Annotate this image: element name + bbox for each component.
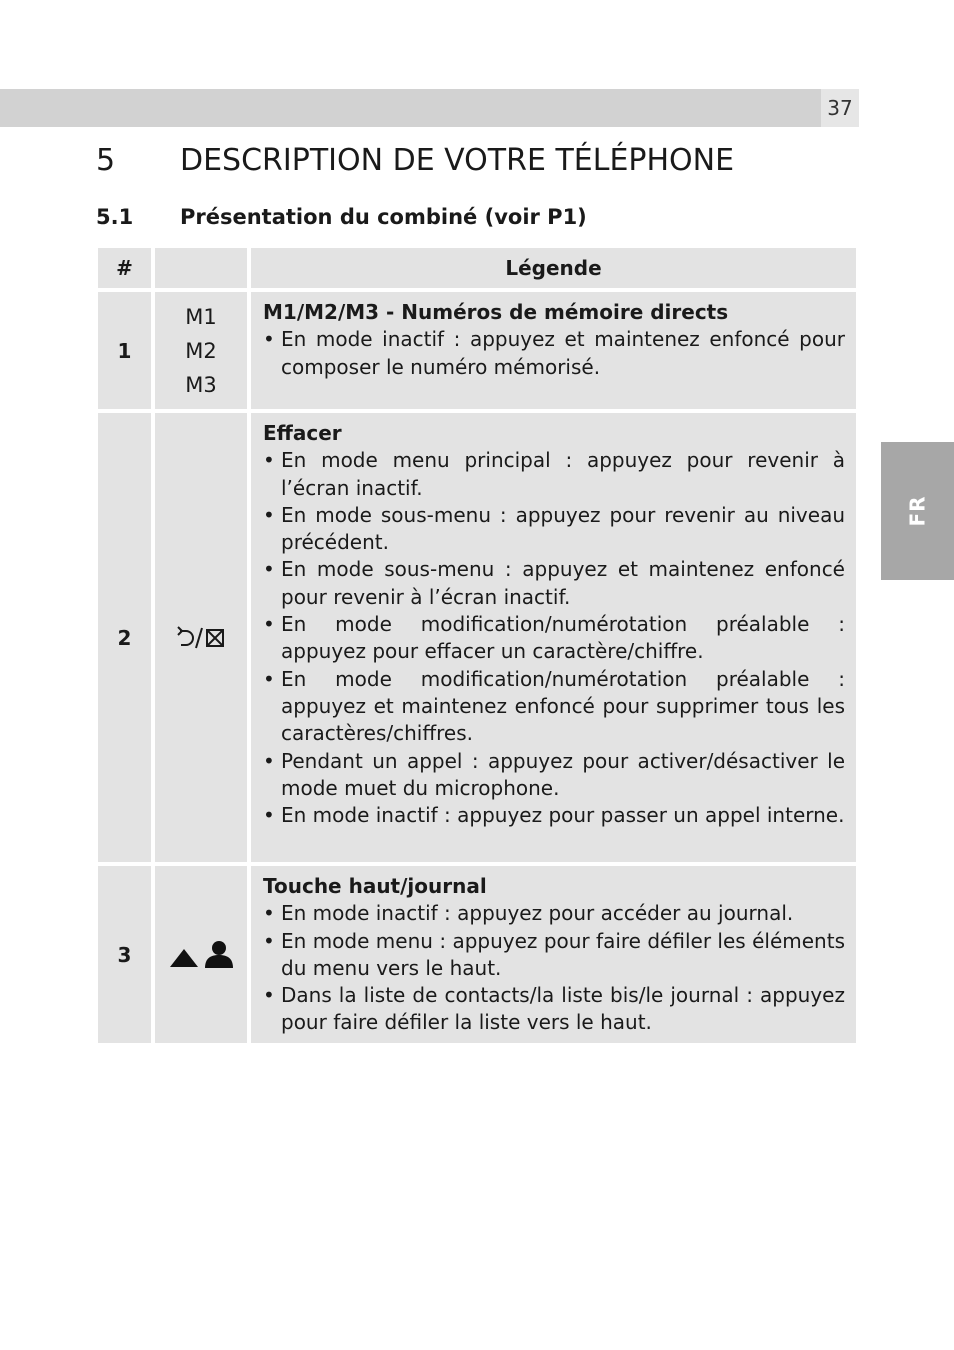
table-header-row <box>98 248 856 292</box>
legend-title: M1/M2/M3 - Numéros de mémoire directs <box>263 300 729 324</box>
page-number: 37 <box>821 89 859 127</box>
table-row <box>98 292 856 413</box>
legend-cell <box>251 292 856 409</box>
row-number: 1 <box>117 338 132 363</box>
key-m2: M2 <box>185 338 217 363</box>
key-m3: M3 <box>185 372 217 397</box>
legend-table <box>98 248 856 1043</box>
legend-bullet: • Dans la liste de contacts/la liste bis/le journal : appuyez pour faire défiler la liste vers le haut. <box>263 982 845 1037</box>
language-tab-label: FR <box>905 495 930 527</box>
legend-title: Effacer <box>263 421 342 445</box>
row-number: 3 <box>117 942 132 967</box>
section-number: 5 <box>96 143 116 178</box>
back-delete-icon <box>174 625 228 651</box>
legend-bullet: • En mode inactif : appuyez et maintenez enfoncé pour composer le numéro mémorisé. <box>263 326 845 381</box>
row-number: 2 <box>117 625 132 650</box>
legend-bullet: • En mode menu : appuyez pour faire défiler les éléments du menu vers le haut. <box>263 928 845 983</box>
memory-keys <box>185 300 216 402</box>
legend-bullet: • En mode modification/numérotation préalable : appuyez et maintenez enfoncé pour supprimer tous les caractères/chiffres. <box>263 666 845 748</box>
legend-bullet: • Pendant un appel : appuyez pour activer/désactiver le mode muet du microphone. <box>263 748 845 803</box>
table-row <box>98 413 856 866</box>
header-cell-key <box>155 248 247 288</box>
legend-bullet: • En mode inactif : appuyez pour accéder au journal. <box>263 900 845 927</box>
subsection-title: Présentation du combiné (voir P1) <box>180 205 587 229</box>
legend-bullet: • En mode modification/numérotation préalable : appuyez pour effacer un caractère/chiffre. <box>263 611 845 666</box>
up-arrow-contact-icon <box>168 939 234 971</box>
legend-bullet: • En mode inactif : appuyez pour passer un appel interne. <box>263 802 845 829</box>
legend-bullet: • En mode menu principal : appuyez pour revenir à l’écran inactif. <box>263 447 845 502</box>
legend-title: Touche haut/journal <box>263 874 487 898</box>
header-cell-legend: Légende <box>251 248 856 288</box>
key-m1: M1 <box>185 304 217 329</box>
language-tab <box>881 442 954 580</box>
header-band <box>0 89 821 127</box>
legend-cell <box>251 413 856 862</box>
table-row <box>98 866 856 1043</box>
header-cell-number: # <box>98 248 151 288</box>
subsection-number: 5.1 <box>96 205 134 229</box>
legend-cell <box>251 866 856 1043</box>
section-title: DESCRIPTION DE VOTRE TÉLÉPHONE <box>180 143 735 178</box>
legend-bullet: • En mode sous-menu : appuyez et maintenez enfoncé pour revenir à l’écran inactif. <box>263 556 845 611</box>
legend-bullet: • En mode sous-menu : appuyez pour revenir au niveau précédent. <box>263 502 845 557</box>
